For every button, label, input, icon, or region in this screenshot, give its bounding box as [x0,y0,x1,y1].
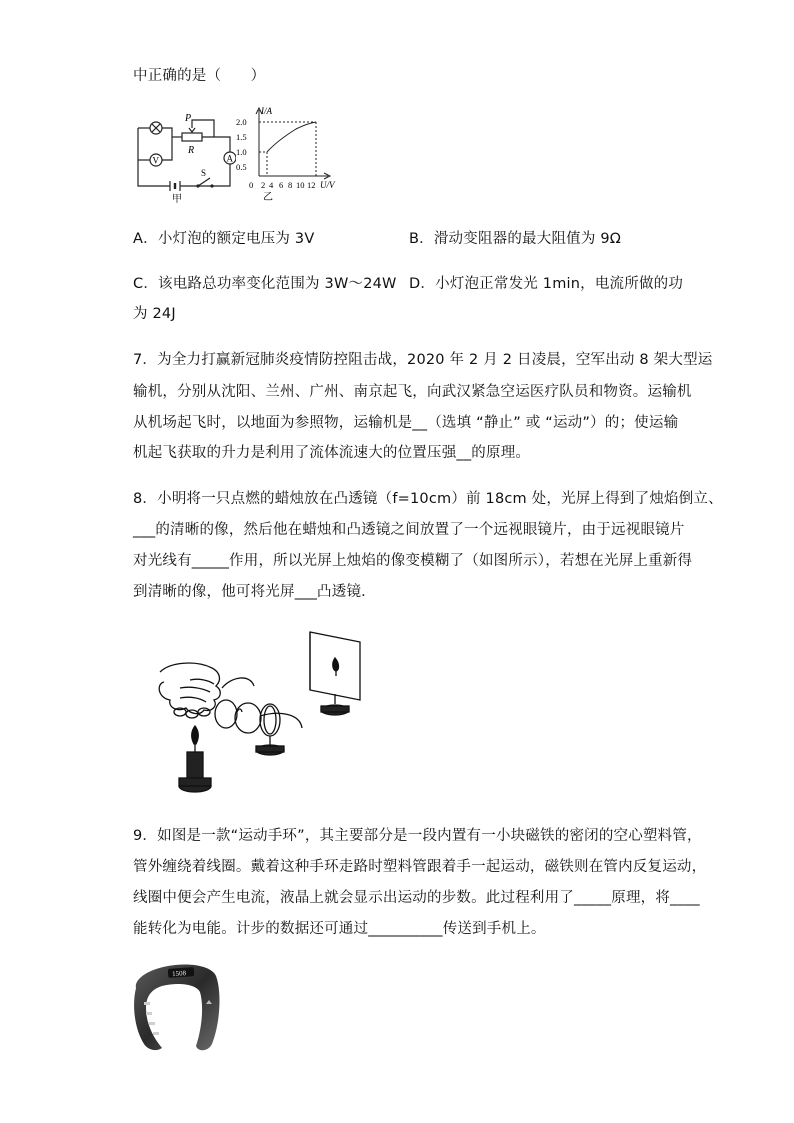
q7-line3: 从机场起飞时，以地面为参照物，运输机是__（选填 “静止” 或 “运动”）的；使运输 [133,415,679,431]
fitness-band-image [128,962,228,1054]
lens-experiment-figure [150,628,370,803]
circuit-caption: 甲 [172,194,182,204]
option-c: C．该电路总功率变化范围为 3W～24W [133,276,397,292]
q8-line3: 对光线有_____作用，所以光屏上烛焰的像变模糊了（如图所示），若想在光屏上重新得 [133,553,693,569]
x-tick: 0 [249,180,254,190]
option-a: A．小灯泡的额定电压为 3V [133,231,315,247]
option-d: D．小灯泡正常发光 1min，电流所做的功 [409,276,684,292]
x-axis-label: U/V [320,180,335,190]
q8-line4: 到清晰的像，他可将光屏___凸透镜． [133,584,376,600]
label-S: S [201,168,207,178]
option-d-continued: 为 24J [133,306,176,322]
iu-graph [236,104,346,204]
x-tick: 4 [269,180,274,190]
x-tick: 8 [288,180,293,190]
circuit-diagram [126,106,236,204]
y-axis-label: I/A [261,106,272,116]
y-tick: 2.0 [236,117,247,127]
q9-line3: 线圈中便会产生电流，液晶上就会显示出运动的步数。此过程利用了_____原理，将____ [133,890,700,906]
q8-line2: ___的清晰的像，然后他在蜡烛和凸透镜之间放置了一个远视眼镜片，由于远视眼镜片 [133,522,685,538]
option-b: B．滑动变阻器的最大阻值为 9Ω [409,231,622,247]
label-P: P [185,113,192,124]
label-A: A [226,153,233,164]
y-tick: 0.5 [236,162,247,172]
x-tick: 12 [307,180,316,190]
x-tick: 6 [279,180,284,190]
band-display-text: 1508 [171,969,187,979]
label-V: V [152,155,159,166]
graph-caption: 乙 [263,192,273,203]
y-tick: 1.0 [236,147,247,157]
q9-line1: 9．如图是一款“运动手环”，其主要部分是一段内置有一小块磁铁的密闭的空心塑料管， [133,828,702,844]
q6-intro: 中正确的是（ ） [133,68,266,84]
q7-line2: 输机，分别从沈阳、兰州、广州、南京起飞，向武汉紧急空运医疗队员和物资。运输机 [133,384,692,400]
q9-line4: 能转化为电能。计步的数据还可通过__________传送到手机上。 [133,921,546,937]
q7-line1: 7．为全力打赢新冠肺炎疫情防控阻击战，2020 年 2 月 2 日凌晨，空军出动 8 架大型运 [133,352,713,368]
q7-line4: 机起飞获取的升力是利用了流体流速大的位置压强__的原理。 [133,445,531,461]
q9-line2: 管外缠绕着线圈。戴着这种手环走路时塑料管跟着手一起运动，磁铁则在管内反复运动， [133,859,707,875]
x-tick: 10 [296,180,305,190]
x-tick: 2 [261,180,266,190]
label-R: R [188,145,195,156]
q8-line1: 8．小明将一只点燃的蜡烛放在凸透镜（f=10cm）前 18cm 处，光屏上得到了烛焰倒立、 [133,491,723,507]
y-tick: 1.5 [236,132,247,142]
